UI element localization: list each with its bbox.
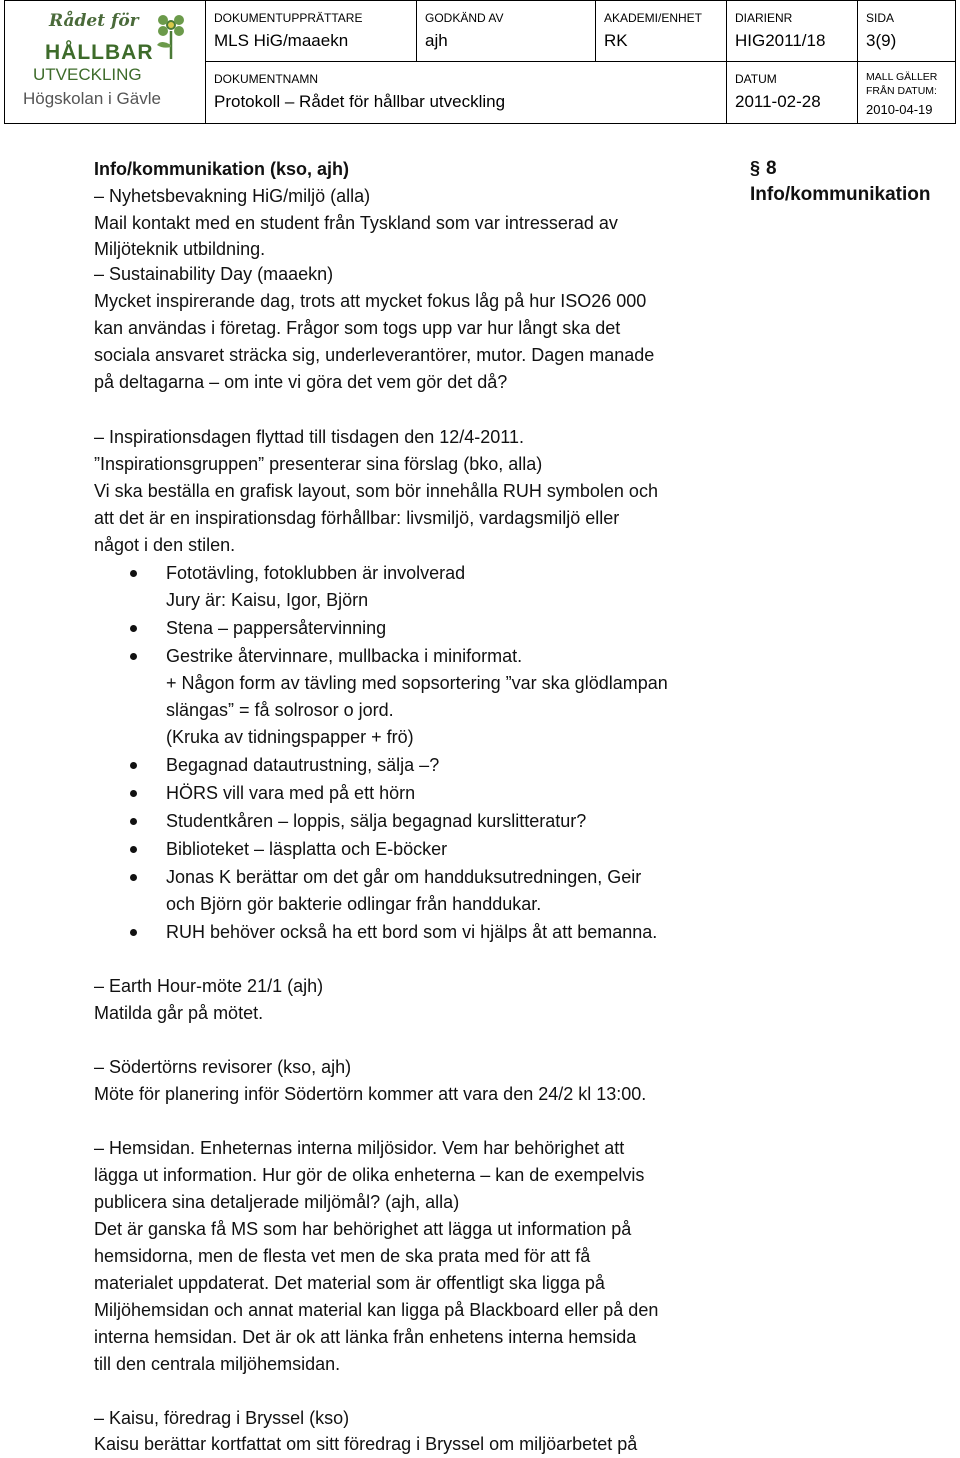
text-line: – Sustainability Day (maaekn) [94, 264, 334, 284]
mall-cell [858, 62, 955, 123]
text-line: Mail kontakt med en student från Tyskland som var intresserad av [94, 213, 618, 233]
list-item: Studentkåren – loppis, sälja begagnad kurslitteratur? [166, 811, 587, 831]
text-line: materialet uppdaterat. Det material som är offentligt ska ligga på [94, 1273, 605, 1293]
text-line: på deltagarna – om inte vi göra det vem gör det då? [94, 372, 508, 392]
list-item: slängas” = få solrosor o jord. [166, 700, 394, 720]
sida-value: 3(9) [866, 31, 897, 50]
logo-line3: UTVECKLING [33, 65, 142, 84]
godkand-cell [417, 1, 595, 61]
sida-label: SIDA [866, 11, 895, 25]
text-line: lägga ut information. Hur gör de olika enheterna – kan de exempelvis [94, 1165, 645, 1185]
upprattare-cell [206, 1, 416, 61]
logo-line4: Högskolan i Gävle [23, 89, 161, 108]
datum-label: DATUM [735, 72, 777, 86]
bullet-icon [130, 874, 137, 881]
upprattare-value: MLS HiG/maaekn [214, 31, 349, 50]
text-line: sociala ansvaret sträcka sig, underleverantörer, mutor. Dagen manade [94, 345, 655, 365]
section-heading: Info/kommunikation (kso, ajh) [94, 159, 350, 179]
text-line: att det är en inspirationsdag förhållbar: livsmiljö, vardagsmiljö eller [94, 508, 620, 528]
bullet-icon [130, 818, 137, 825]
enhet-cell [596, 1, 726, 61]
list-item: Begagnad datautrustning, sälja –? [166, 755, 440, 775]
godkand-value: ajh [425, 31, 448, 50]
list-item: Jury är: Kaisu, Igor, Björn [166, 590, 369, 610]
sida-cell [858, 1, 955, 61]
section-number: 8 [766, 158, 777, 179]
text-line: Kaisu berättar kortfattat om sitt föredrag i Bryssel om miljöarbetet på [94, 1434, 638, 1454]
text-line: till den centrala miljöhemsidan. [94, 1354, 341, 1374]
text-line: Miljöhemsidan och annat material kan ligga på Blackboard eller på den [94, 1300, 659, 1320]
diarienr-cell [727, 1, 857, 61]
diarienr-value: HIG2011/18 [735, 31, 826, 50]
bullet-icon [130, 762, 137, 769]
bullet-icon [130, 790, 137, 797]
enhet-value: RK [604, 31, 628, 50]
diarienr-label: DIARIENR [735, 11, 793, 25]
bullet-icon [130, 625, 137, 632]
upprattare-label: DOKUMENTUPPRÄTTARE [214, 11, 363, 25]
logo [5, 1, 205, 123]
text-line: – Inspirationsdagen flyttad till tisdagen den 12/4-2011. [94, 427, 524, 447]
text-line: – Earth Hour-möte 21/1 (ajh) [94, 976, 324, 996]
text-line: kan användas i företag. Frågor som togs upp var hur långt ska det [94, 318, 621, 338]
logo-line2: HÅLLBAR [45, 41, 154, 64]
datum-value: 2011-02-28 [735, 92, 821, 111]
text-line: Matilda går på mötet. [94, 1003, 264, 1023]
list-item: Jonas K berättar om det går om handduksutredningen, Geir [166, 867, 642, 887]
text-line: Vi ska beställa en grafisk layout, som bör innehålla RUH symbolen och [94, 481, 658, 501]
bullet-icon [130, 929, 137, 936]
text-line: ”Inspirationsgruppen” presenterar sina förslag (bko, alla) [94, 454, 543, 474]
namn-cell [206, 62, 726, 123]
list-item: (Kruka av tidningspapper + frö) [166, 727, 414, 747]
mall-label-1: MALL GÄLLER [866, 71, 938, 83]
text-line: Mycket inspirerande dag, trots att mycket fokus låg på hur ISO26 000 [94, 291, 647, 311]
datum-cell [727, 62, 857, 123]
text-line: – Kaisu, föredrag i Bryssel (kso) [94, 1408, 350, 1428]
list-item: Stena – pappersåtervinning [166, 618, 387, 638]
text-line: hemsidorna, men de flesta vet men de ska prata med för att få [94, 1246, 591, 1266]
bullet-icon [130, 570, 137, 577]
bullet-icon [130, 653, 137, 660]
text-line: publicera sina detaljerade miljömål? (ajh, alla) [94, 1192, 460, 1212]
text-line: – Hemsidan. Enheternas interna miljösidor. Vem har behörighet att [94, 1138, 625, 1158]
namn-value: Protokoll – Rådet för hållbar utveckling [214, 92, 506, 111]
text-line: interna hemsidan. Det är ok att länka från enhetens interna hemsida [94, 1327, 637, 1347]
godkand-label: GODKÄND AV [425, 11, 504, 25]
logo-line1: Rådet för [49, 11, 139, 31]
document-header [4, 0, 956, 124]
list-item: Fototävling, fotoklubben är involverad [166, 563, 466, 583]
text-line: – Södertörns revisorer (kso, ajh) [94, 1057, 352, 1077]
mall-value: 2010-04-19 [866, 102, 933, 117]
section-title: Info/kommunikation [750, 184, 931, 205]
text-line: Miljöteknik utbildning. [94, 239, 266, 259]
bullet-icon [130, 846, 137, 853]
text-line: Det är ganska få MS som har behörighet att lägga ut information på [94, 1219, 632, 1239]
text-line: – Nyhetsbevakning HiG/miljö (alla) [94, 186, 371, 206]
text-line: något i den stilen. [94, 535, 236, 555]
text-line: Möte för planering inför Södertörn kommer att vara den 24/2 kl 13:00. [94, 1084, 647, 1104]
list-item: RUH behöver också ha ett bord som vi hjälps åt att bemanna. [166, 922, 658, 942]
enhet-label: AKADEMI/ENHET [604, 11, 703, 25]
list-item: Biblioteket – läsplatta och E-böcker [166, 839, 448, 859]
flower-icon [151, 11, 191, 61]
mall-label-2: FRÅN DATUM: [866, 85, 937, 97]
pilcrow-icon: § [750, 158, 761, 178]
namn-label: DOKUMENTNAMN [214, 72, 318, 86]
list-item: + Någon form av tävling med sopsortering ”var ska glödlampan [166, 673, 668, 693]
list-item: HÖRS vill vara med på ett hörn [166, 783, 416, 803]
list-item: Gestrike återvinnare, mullbacka i miniformat. [166, 646, 523, 666]
list-item: och Björn gör bakterie odlingar från handdukar. [166, 894, 542, 914]
